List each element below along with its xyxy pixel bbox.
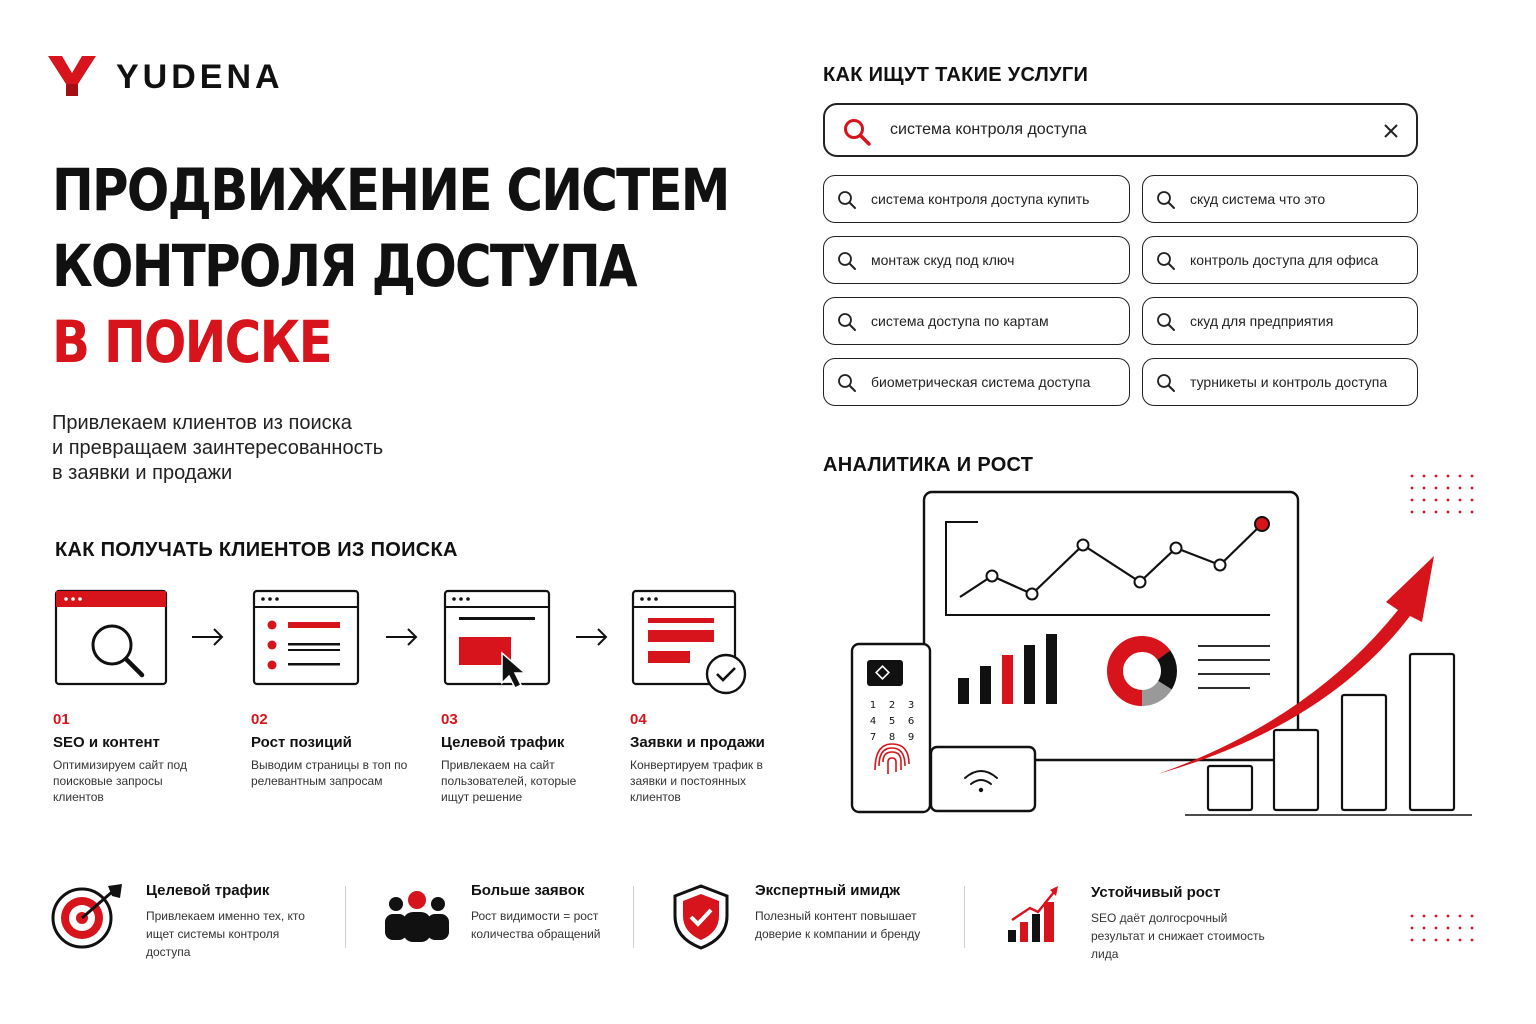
search-icon bbox=[837, 373, 857, 393]
close-icon[interactable] bbox=[1384, 124, 1398, 138]
feature-title: Больше заявок bbox=[471, 882, 585, 899]
target-icon bbox=[50, 882, 126, 950]
process-heading: КАК ПОЛУЧАТЬ КЛИЕНТОВ ИЗ ПОИСКА bbox=[55, 539, 458, 561]
growth-chart-icon bbox=[1006, 884, 1062, 944]
search-suggestion-label: скуд для предприятия bbox=[1190, 313, 1334, 329]
search-icon bbox=[1156, 251, 1176, 271]
yudena-logo-icon bbox=[48, 56, 96, 96]
feature-item bbox=[146, 882, 326, 961]
subtitle-line-2: и превращаем заинтересованность bbox=[52, 437, 384, 459]
process-step bbox=[441, 711, 601, 805]
search-input[interactable] bbox=[823, 103, 1418, 157]
ranking-list-icon bbox=[254, 591, 358, 684]
search-suggestion[interactable] bbox=[1142, 358, 1418, 406]
feature-description: Полезный контент повышает доверие к компании и бренду bbox=[755, 909, 921, 941]
search-suggestion[interactable] bbox=[1142, 175, 1418, 223]
search-suggestion[interactable] bbox=[823, 297, 1130, 345]
search-query: система контроля доступа bbox=[890, 121, 1087, 138]
search-suggestion[interactable] bbox=[823, 236, 1130, 284]
keypad-digit: 4 bbox=[869, 716, 877, 727]
title-line-1: ПРОДВИЖЕНИЕ СИСТЕМ bbox=[52, 156, 729, 224]
keypad-digit: 9 bbox=[907, 732, 915, 743]
step-title: SEO и контент bbox=[53, 734, 160, 751]
keypad-digit: 7 bbox=[869, 732, 877, 743]
process-icons bbox=[50, 585, 770, 695]
browser-search-icon bbox=[56, 591, 166, 684]
step-title: Заявки и продажи bbox=[630, 734, 765, 751]
step-description: Конвертируем трафик в заявки и постоянных клиентов bbox=[630, 758, 763, 804]
keypad-digit: 5 bbox=[888, 716, 896, 727]
arrow-right-icon bbox=[192, 629, 222, 645]
search-icon bbox=[843, 118, 871, 146]
hero-subtitle bbox=[52, 411, 383, 486]
brand-name[interactable]: YUDENA bbox=[116, 58, 284, 96]
dot-pattern-icon bbox=[1411, 475, 1474, 514]
search-icon bbox=[1156, 312, 1176, 332]
step-number: 04 bbox=[630, 711, 647, 728]
search-heading: КАК ИЩУТ ТАКИЕ УСЛУГИ bbox=[823, 64, 1089, 86]
search-suggestion-label: скуд система что это bbox=[1190, 191, 1326, 207]
leads-check-icon bbox=[633, 591, 745, 693]
subtitle-line-3: в заявки и продажи bbox=[52, 462, 233, 484]
search-suggestion-label: биометрическая система доступа bbox=[871, 374, 1091, 390]
keypad-digit: 3 bbox=[907, 700, 915, 711]
title-line-2: КОНТРОЛЯ ДОСТУПА bbox=[52, 232, 636, 300]
keypad-digit: 1 bbox=[869, 700, 877, 711]
click-traffic-icon bbox=[445, 591, 549, 688]
step-number: 03 bbox=[441, 711, 458, 728]
feature-title: Экспертный имидж bbox=[755, 882, 900, 899]
shield-check-icon bbox=[673, 884, 729, 950]
search-suggestion-label: турникеты и контроль доступа bbox=[1190, 374, 1388, 390]
process-step bbox=[630, 711, 790, 805]
subtitle-line-1: Привлекаем клиентов из поиска bbox=[52, 412, 352, 434]
feature-description: Рост видимости = рост количества обращений bbox=[471, 909, 601, 941]
keypad-digit: 2 bbox=[888, 700, 896, 711]
search-icon bbox=[1156, 373, 1176, 393]
feature-title: Целевой трафик bbox=[146, 882, 270, 899]
search-suggestion[interactable] bbox=[823, 358, 1130, 406]
arrow-right-icon bbox=[386, 629, 416, 645]
step-title: Рост позиций bbox=[251, 734, 352, 751]
step-description: Выводим страницы в топ по релевантным запросам bbox=[251, 758, 408, 788]
page-title bbox=[52, 152, 729, 380]
search-icon bbox=[837, 251, 857, 271]
search-suggestion-label: система контроля доступа купить bbox=[871, 191, 1090, 207]
feature-item bbox=[755, 882, 935, 943]
search-suggestion[interactable] bbox=[823, 175, 1130, 223]
feature-item bbox=[471, 882, 651, 943]
step-number: 02 bbox=[251, 711, 268, 728]
feature-item bbox=[1091, 884, 1271, 963]
arrow-right-icon bbox=[576, 629, 606, 645]
feature-description: SEO даёт долгосрочный результат и снижает стоимость лида bbox=[1091, 911, 1265, 961]
feature-description: Привлекаем именно тех, кто ищет системы контроля доступа bbox=[146, 909, 305, 959]
search-suggestion[interactable] bbox=[1142, 236, 1418, 284]
step-description: Оптимизируем сайт под поисковые запросы клиентов bbox=[53, 758, 187, 804]
keypad-digit: 8 bbox=[888, 732, 896, 743]
process-step bbox=[53, 711, 213, 805]
feature-title: Устойчивый рост bbox=[1091, 884, 1221, 901]
search-suggestion[interactable] bbox=[1142, 297, 1418, 345]
process-step bbox=[251, 711, 411, 789]
step-description: Привлекаем на сайт пользователей, которые ищут решение bbox=[441, 758, 577, 804]
step-title: Целевой трафик bbox=[441, 734, 565, 751]
search-icon bbox=[837, 190, 857, 210]
search-suggestion-label: монтаж скуд под ключ bbox=[871, 252, 1015, 268]
people-icon bbox=[383, 888, 451, 944]
search-icon bbox=[1156, 190, 1176, 210]
title-line-3: В ПОИСКЕ bbox=[52, 308, 331, 376]
search-icon bbox=[837, 312, 857, 332]
search-suggestion-label: система доступа по картам bbox=[871, 313, 1049, 329]
keypad-digit: 6 bbox=[907, 716, 915, 727]
dot-pattern-icon bbox=[1410, 914, 1474, 944]
step-number: 01 bbox=[53, 711, 70, 728]
search-suggestion-label: контроль доступа для офиса bbox=[1190, 252, 1379, 268]
analytics-heading: АНАЛИТИКА И РОСТ bbox=[823, 454, 1034, 476]
analytics-illustration bbox=[840, 470, 1480, 830]
